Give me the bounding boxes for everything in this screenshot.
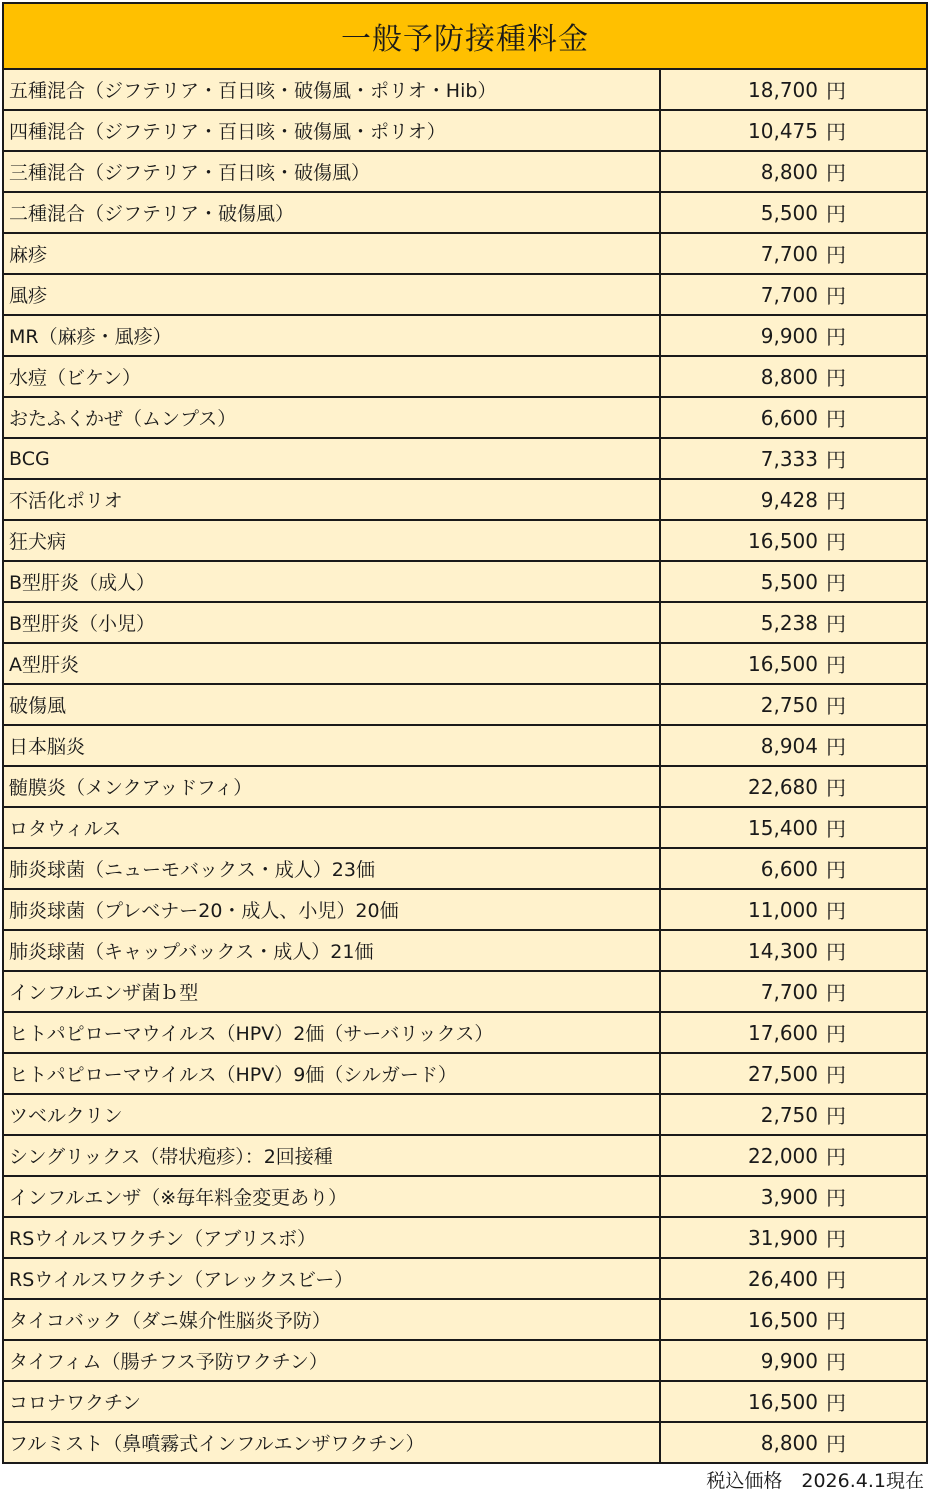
vaccine-price	[661, 1013, 926, 1052]
table-row	[4, 1095, 926, 1136]
table-row	[4, 1259, 926, 1300]
price-value: 16,500	[748, 651, 818, 676]
table-row	[4, 644, 926, 685]
price-value: 8,904	[760, 733, 818, 758]
table-row	[4, 193, 926, 234]
currency-unit: 円	[826, 202, 846, 226]
table-row	[4, 1218, 926, 1259]
vaccine-name: おたふくかぜ（ムンプス）	[4, 398, 661, 437]
vaccine-name: タイコバック（ダニ媒介性脳炎予防）	[4, 1300, 661, 1339]
price-value: 11,000	[748, 897, 818, 922]
table-row	[4, 275, 926, 316]
table-row	[4, 521, 926, 562]
vaccine-price	[661, 521, 926, 560]
table-row	[4, 111, 926, 152]
price-value: 18,700	[748, 77, 818, 102]
vaccine-name: 麻疹	[4, 234, 661, 273]
currency-unit: 円	[826, 243, 846, 267]
vaccine-name: 破傷風	[4, 685, 661, 724]
vaccine-price	[661, 603, 926, 642]
vaccine-price	[661, 644, 926, 683]
price-value: 7,700	[760, 282, 818, 307]
table-row	[4, 1341, 926, 1382]
vaccine-name: 五種混合（ジフテリア・百日咳・破傷風・ポリオ・Hib）	[4, 70, 661, 109]
vaccine-price	[661, 111, 926, 150]
vaccine-name: インフルエンザ菌ｂ型	[4, 972, 661, 1011]
currency-unit: 円	[826, 448, 846, 472]
currency-unit: 円	[826, 530, 846, 554]
vaccine-name: RSウイルスワクチン（アブリスボ）	[4, 1218, 661, 1257]
currency-unit: 円	[826, 1186, 846, 1210]
price-value: 7,333	[760, 446, 818, 471]
currency-unit: 円	[826, 940, 846, 964]
table-row	[4, 1382, 926, 1423]
currency-unit: 円	[826, 1063, 846, 1087]
price-value: 9,900	[760, 1348, 818, 1373]
table-row	[4, 603, 926, 644]
currency-unit: 円	[826, 1268, 846, 1292]
price-table	[2, 2, 928, 1464]
vaccine-name: A型肝炎	[4, 644, 661, 683]
vaccine-price	[661, 767, 926, 806]
table-row	[4, 1300, 926, 1341]
vaccine-name: 二種混合（ジフテリア・破傷風）	[4, 193, 661, 232]
currency-unit: 円	[826, 284, 846, 308]
currency-unit: 円	[826, 694, 846, 718]
price-value: 9,428	[760, 487, 818, 512]
table-row	[4, 808, 926, 849]
currency-unit: 円	[826, 366, 846, 390]
currency-unit: 円	[826, 981, 846, 1005]
table-row	[4, 1054, 926, 1095]
currency-unit: 円	[826, 120, 846, 144]
price-value: 22,680	[748, 774, 818, 799]
currency-unit: 円	[826, 161, 846, 185]
vaccine-price	[661, 562, 926, 601]
currency-unit: 円	[826, 776, 846, 800]
vaccine-name: 肺炎球菌（ニューモバックス・成人）23価	[4, 849, 661, 888]
vaccine-name: 髄膜炎（メンクアッドフィ）	[4, 767, 661, 806]
table-row	[4, 1423, 926, 1462]
table-row	[4, 931, 926, 972]
currency-unit: 円	[826, 612, 846, 636]
table-row	[4, 562, 926, 603]
price-value: 6,600	[760, 856, 818, 881]
price-value: 31,900	[748, 1225, 818, 1250]
vaccine-name: インフルエンザ（※毎年料金変更あり）	[4, 1177, 661, 1216]
vaccine-price	[661, 1259, 926, 1298]
currency-unit: 円	[826, 489, 846, 513]
currency-unit: 円	[826, 1350, 846, 1374]
vaccine-name: B型肝炎（成人）	[4, 562, 661, 601]
price-value: 17,600	[748, 1020, 818, 1045]
currency-unit: 円	[826, 1391, 846, 1415]
vaccine-name: 四種混合（ジフテリア・百日咳・破傷風・ポリオ）	[4, 111, 661, 150]
price-value: 8,800	[760, 364, 818, 389]
table-row	[4, 972, 926, 1013]
table-row	[4, 316, 926, 357]
table-body	[4, 70, 926, 1462]
vaccine-name: 風疹	[4, 275, 661, 314]
currency-unit: 円	[826, 1145, 846, 1169]
vaccine-name: タイフィム（腸チフス予防ワクチン）	[4, 1341, 661, 1380]
price-value: 22,000	[748, 1143, 818, 1168]
vaccine-price	[661, 931, 926, 970]
vaccine-price	[661, 439, 926, 478]
currency-unit: 円	[826, 817, 846, 841]
vaccine-name: 不活化ポリオ	[4, 480, 661, 519]
vaccine-price	[661, 726, 926, 765]
table-row	[4, 890, 926, 931]
table-row	[4, 234, 926, 275]
price-value: 5,238	[760, 610, 818, 635]
price-value: 9,900	[760, 323, 818, 348]
price-value: 7,700	[760, 979, 818, 1004]
currency-unit: 円	[826, 1432, 846, 1456]
currency-unit: 円	[826, 1022, 846, 1046]
vaccine-price	[661, 1095, 926, 1134]
vaccine-price	[661, 1177, 926, 1216]
vaccine-price	[661, 808, 926, 847]
vaccine-name: 狂犬病	[4, 521, 661, 560]
vaccine-name: ロタウィルス	[4, 808, 661, 847]
table-row	[4, 1177, 926, 1218]
currency-unit: 円	[826, 899, 846, 923]
vaccine-price	[661, 234, 926, 273]
table-row	[4, 439, 926, 480]
currency-unit: 円	[826, 858, 846, 882]
vaccine-price	[661, 685, 926, 724]
price-value: 14,300	[748, 938, 818, 963]
vaccine-price	[661, 1382, 926, 1421]
table-row	[4, 726, 926, 767]
price-value: 6,600	[760, 405, 818, 430]
vaccine-name: 肺炎球菌（キャップバックス・成人）21価	[4, 931, 661, 970]
table-row	[4, 70, 926, 111]
vaccine-price	[661, 1218, 926, 1257]
price-value: 7,700	[760, 241, 818, 266]
vaccine-name: 水痘（ビケン）	[4, 357, 661, 396]
price-value: 8,800	[760, 159, 818, 184]
price-value: 10,475	[748, 118, 818, 143]
price-value: 8,800	[760, 1430, 818, 1455]
price-value: 16,500	[748, 1307, 818, 1332]
table-title: 一般予防接種料金	[4, 4, 926, 70]
price-value: 26,400	[748, 1266, 818, 1291]
vaccine-price	[661, 849, 926, 888]
table-row	[4, 398, 926, 439]
price-value: 2,750	[760, 1102, 818, 1127]
vaccine-price	[661, 972, 926, 1011]
vaccine-price	[661, 193, 926, 232]
vaccine-price	[661, 152, 926, 191]
vaccine-price	[661, 275, 926, 314]
table-row	[4, 1136, 926, 1177]
vaccine-price	[661, 1136, 926, 1175]
vaccine-name: RSウイルスワクチン（アレックスビー）	[4, 1259, 661, 1298]
currency-unit: 円	[826, 1309, 846, 1333]
vaccine-price	[661, 1054, 926, 1093]
vaccine-name: MR（麻疹・風疹）	[4, 316, 661, 355]
vaccine-name: 肺炎球菌（プレベナー20・成人、小児）20価	[4, 890, 661, 929]
vaccine-name: ツベルクリン	[4, 1095, 661, 1134]
vaccine-price	[661, 316, 926, 355]
vaccine-name: ヒトパピローマウイルス（HPV）9価（シルガード）	[4, 1054, 661, 1093]
table-row	[4, 685, 926, 726]
tax-note: 税込価格 2026.4.1現在	[706, 1470, 924, 1492]
price-value: 2,750	[760, 692, 818, 717]
vaccine-name: 日本脳炎	[4, 726, 661, 765]
vaccine-price	[661, 1300, 926, 1339]
price-value: 27,500	[748, 1061, 818, 1086]
vaccine-price	[661, 1341, 926, 1380]
price-value: 5,500	[760, 569, 818, 594]
vaccine-price	[661, 480, 926, 519]
vaccine-name: ヒトパピローマウイルス（HPV）2価（サーバリックス）	[4, 1013, 661, 1052]
table-row	[4, 1013, 926, 1054]
currency-unit: 円	[826, 407, 846, 431]
table-row	[4, 767, 926, 808]
vaccine-name: シングリックス（帯状疱疹）：2回接種	[4, 1136, 661, 1175]
vaccine-price	[661, 1423, 926, 1462]
vaccine-name: BCG	[4, 439, 661, 478]
price-value: 3,900	[760, 1184, 818, 1209]
vaccine-price	[661, 890, 926, 929]
vaccine-price	[661, 357, 926, 396]
vaccine-price	[661, 70, 926, 109]
price-value: 15,400	[748, 815, 818, 840]
price-value: 16,500	[748, 528, 818, 553]
table-row	[4, 480, 926, 521]
vaccine-name: コロナワクチン	[4, 1382, 661, 1421]
vaccine-name: 三種混合（ジフテリア・百日咳・破傷風）	[4, 152, 661, 191]
vaccine-name: B型肝炎（小児）	[4, 603, 661, 642]
table-row	[4, 357, 926, 398]
currency-unit: 円	[826, 325, 846, 349]
price-value: 16,500	[748, 1389, 818, 1414]
table-row	[4, 849, 926, 890]
currency-unit: 円	[826, 79, 846, 103]
currency-unit: 円	[826, 1227, 846, 1251]
currency-unit: 円	[826, 735, 846, 759]
currency-unit: 円	[826, 1104, 846, 1128]
currency-unit: 円	[826, 653, 846, 677]
currency-unit: 円	[826, 571, 846, 595]
vaccine-name: フルミスト（鼻噴霧式インフルエンザワクチン）	[4, 1423, 661, 1462]
price-value: 5,500	[760, 200, 818, 225]
vaccine-price	[661, 398, 926, 437]
table-row	[4, 152, 926, 193]
